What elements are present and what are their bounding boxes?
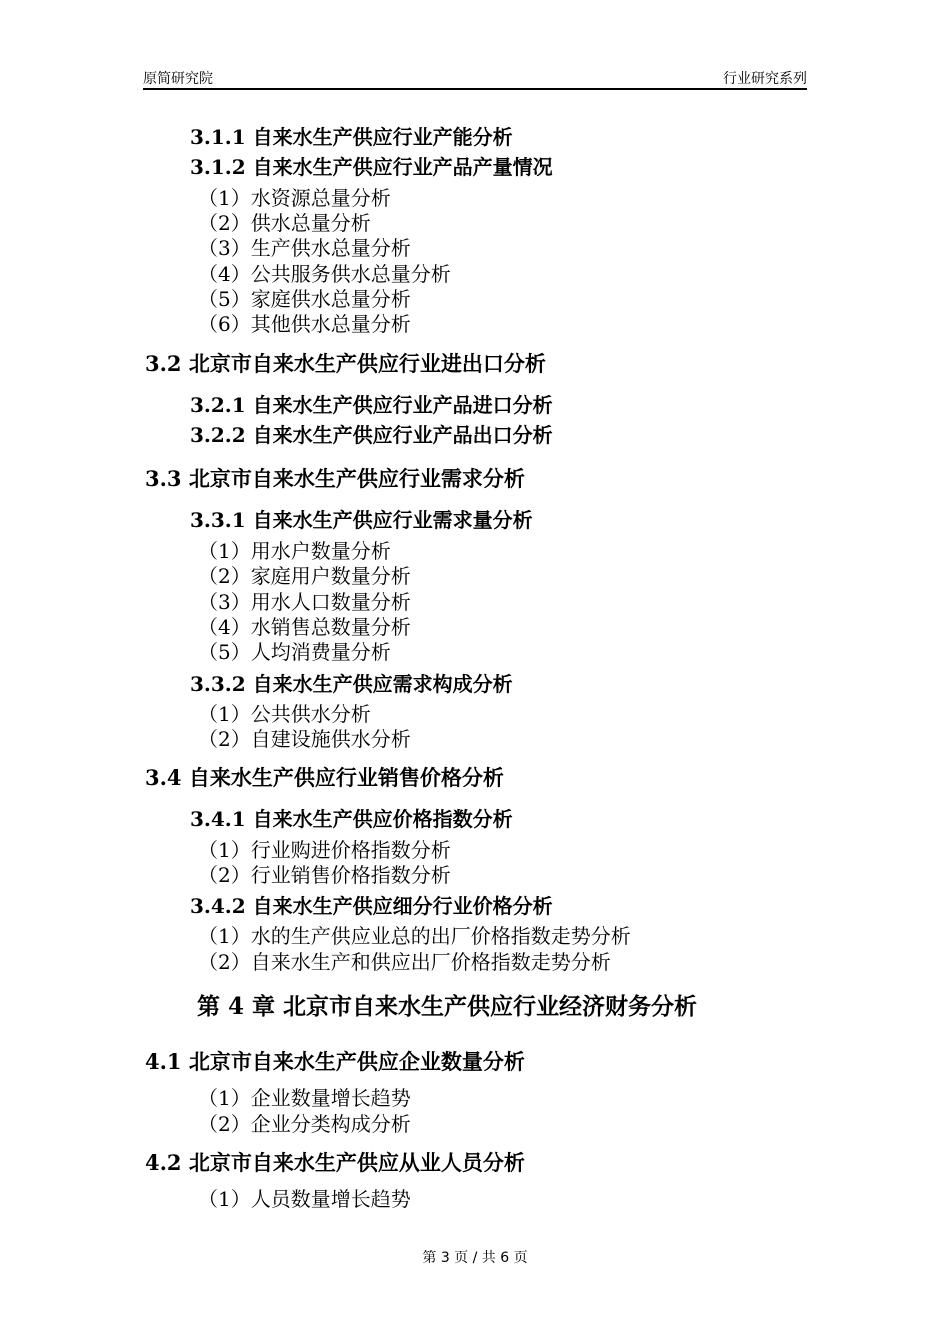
chapter-heading: 第 4 章 北京市自来水生产供应行业经济财务分析: [197, 992, 698, 1020]
list-item: （1）水的生产供应业总的出厂价格指数走势分析: [198, 924, 631, 948]
list-item: （1）企业数量增长趋势: [198, 1086, 411, 1110]
subsection-heading: 3.3.1 自来水生产供应行业需求量分析: [190, 508, 533, 532]
section-heading: 3.3 北京市自来水生产供应行业需求分析: [145, 465, 525, 491]
list-item: （2）家庭用户数量分析: [198, 564, 411, 588]
list-item: （4）水销售总数量分析: [198, 615, 411, 639]
list-item: （1）公共供水分析: [198, 702, 371, 726]
subsection-heading: 3.1.2 自来水生产供应行业产品产量情况: [190, 155, 553, 179]
section-heading: 3.2 北京市自来水生产供应行业进出口分析: [145, 350, 546, 376]
header-org-name: 原简研究院: [143, 71, 213, 87]
list-item: （5）人均消费量分析: [198, 640, 391, 664]
list-item: （2）供水总量分析: [198, 211, 371, 235]
subsection-heading: 3.3.2 自来水生产供应需求构成分析: [190, 672, 513, 696]
list-item: （2）自建设施供水分析: [198, 727, 411, 751]
list-item: （2）自来水生产和供应出厂价格指数走势分析: [198, 950, 611, 974]
subsection-heading: 3.4.2 自来水生产供应细分行业价格分析: [190, 894, 553, 918]
subsection-heading: 3.2.2 自来水生产供应行业产品出口分析: [190, 423, 553, 447]
subsection-heading: 3.1.1 自来水生产供应行业产能分析: [190, 125, 513, 149]
list-item: （4）公共服务供水总量分析: [198, 262, 451, 286]
list-item: （3）生产供水总量分析: [198, 236, 411, 260]
list-item: （3）用水人口数量分析: [198, 590, 411, 614]
list-item: （2）企业分类构成分析: [198, 1112, 411, 1136]
list-item: （1）行业购进价格指数分析: [198, 838, 451, 862]
subsection-heading: 3.2.1 自来水生产供应行业产品进口分析: [190, 393, 553, 417]
section-heading: 4.1 北京市自来水生产供应企业数量分析: [145, 1048, 525, 1074]
list-item: （6）其他供水总量分析: [198, 312, 411, 336]
list-item: （1）人员数量增长趋势: [198, 1187, 411, 1211]
page-number: 第 3 页 / 共 6 页: [422, 1250, 528, 1266]
header-divider: [143, 88, 807, 90]
header-series-name: 行业研究系列: [723, 71, 807, 87]
list-item: （2）行业销售价格指数分析: [198, 863, 451, 887]
list-item: （1）水资源总量分析: [198, 186, 391, 210]
section-heading: 4.2 北京市自来水生产供应从业人员分析: [145, 1149, 525, 1175]
list-item: （5）家庭供水总量分析: [198, 287, 411, 311]
list-item: （1）用水户数量分析: [198, 539, 391, 563]
section-heading: 3.4 自来水生产供应行业销售价格分析: [145, 764, 504, 790]
subsection-heading: 3.4.1 自来水生产供应价格指数分析: [190, 807, 513, 831]
